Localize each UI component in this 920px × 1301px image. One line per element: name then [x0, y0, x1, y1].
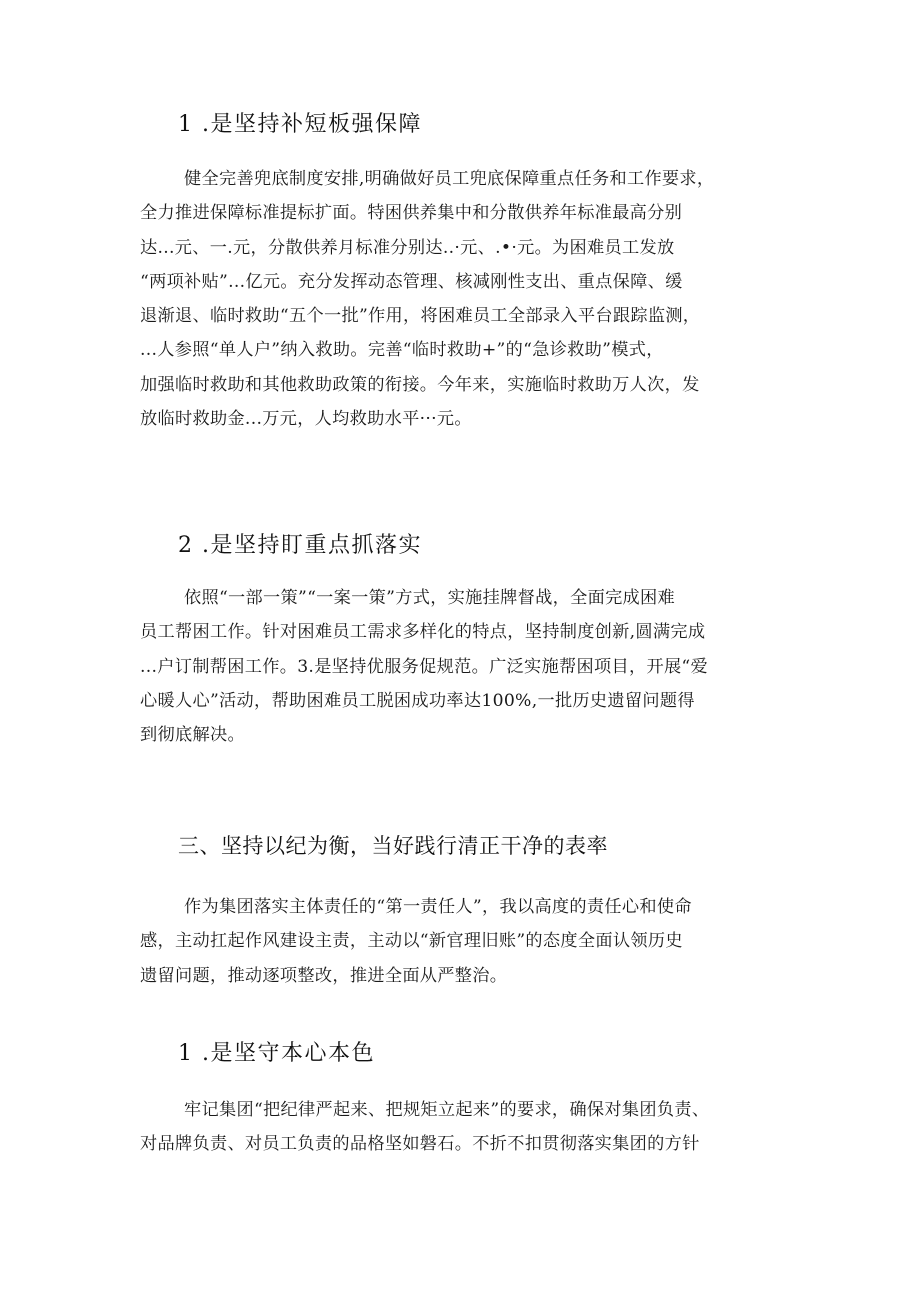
- paragraph-line: 遗留问题，推动逐项整改，推进全面从严整治。: [140, 965, 508, 986]
- paragraph-line: 加强临时救助和其他救助政策的衔接。今年来，实施临时救助万人次，发: [140, 374, 700, 395]
- paragraph-line: 对品牌负责、对员工负责的品格坚如磐石。不折不扣贯彻落实集团的方针: [140, 1134, 700, 1155]
- section-heading: 1 .是坚守本心本色: [178, 1041, 375, 1066]
- section-heading: 1 .是坚持补短板强保障: [178, 112, 422, 137]
- paragraph-line: “两项补贴”...亿元。充分发挥动态管理、核减刚性支出、重点保障、缓: [140, 271, 683, 292]
- paragraph: [140, 890, 796, 993]
- paragraph-line: 健全完善兜底制度安排,明确做好员工兜底保障重点任务和工作要求，: [184, 169, 715, 189]
- paragraph-line: ...人参照“单人户”纳入救助。完善“临时救助+”的“急诊救助”模式，: [140, 340, 664, 361]
- paragraph: [140, 581, 796, 752]
- paragraph-line: 感，主动扛起作风建设主责，主动以“新官理旧账”的态度全面认领历史: [140, 931, 683, 952]
- section-heading: 2 .是坚持盯重点抓落实: [178, 533, 422, 558]
- chapter-heading: 三、坚持以纪为衡，当好践行清正干净的表率: [178, 834, 608, 858]
- paragraph-line: 放临时救助金...万元，人均救助水平···元。: [140, 409, 472, 430]
- paragraph-line: 牢记集团“把纪律严起来、把规矩立起来”的要求，确保对集团负责、: [184, 1100, 710, 1120]
- paragraph-line: 心暖人心”活动，帮助困难员工脱困成功率达100%,一批历史遗留问题得: [140, 690, 695, 711]
- paragraph-line: 员工帮困工作。针对困难员工需求多样化的特点，坚持制度创新,圆满完成: [140, 622, 706, 643]
- paragraph: [140, 1093, 796, 1162]
- paragraph-line: 作为集团落实主体责任的“第一责任人”，我以高度的责任心和使命: [184, 897, 692, 917]
- paragraph-line: 退渐退、临时救助“五个一批”作用，将困难员工全部录入平台跟踪监测，: [140, 306, 701, 327]
- paragraph-line: 达...元、一.元，分散供养月标准分别达..·元、.•·元。为困难员工发放: [140, 237, 675, 258]
- paragraph-line: 全力推进保障标准提标扩面。特困供养集中和分散供养年标准最高分别: [140, 203, 683, 224]
- paragraph-line: 依照“一部一策”“一案一策”方式，实施挂牌督战，全面完成困难: [184, 588, 676, 608]
- paragraph-line: 到彻底解决。: [140, 725, 245, 746]
- paragraph-line: ...户订制帮困工作。3.是坚持优服务促规范。广泛实施帮困项目，开展“爱: [140, 656, 709, 677]
- paragraph: [140, 162, 796, 436]
